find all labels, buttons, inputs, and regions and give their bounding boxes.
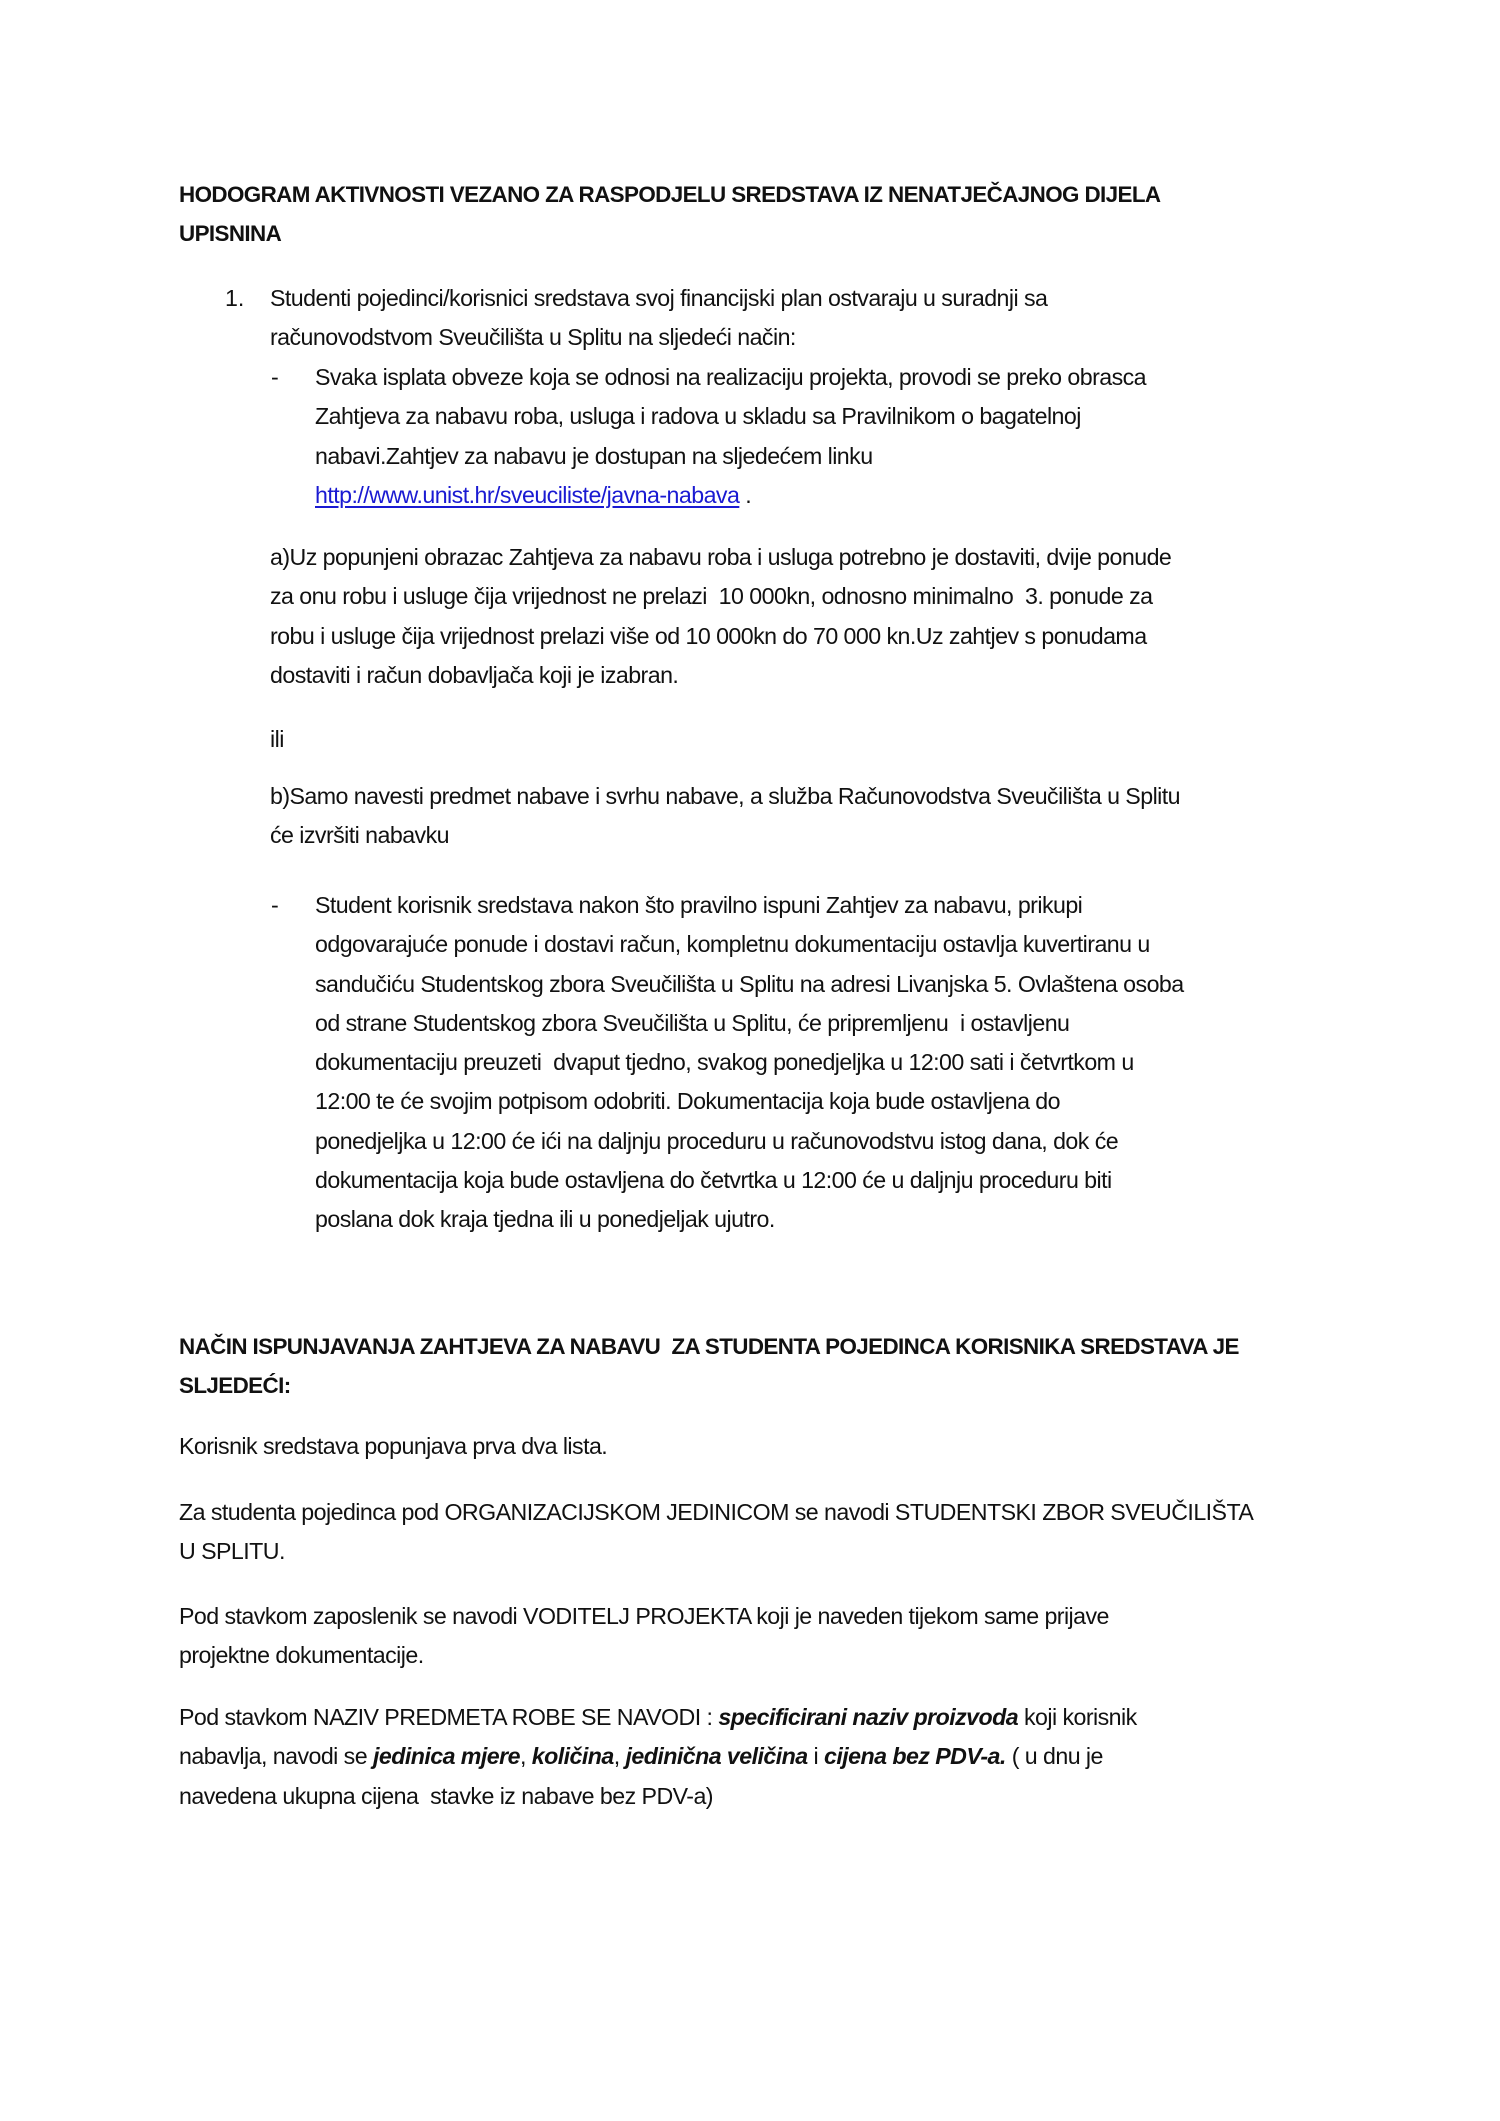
list-item-line: računovodstvom Sveučilišta u Splitu na sljedeći način: bbox=[270, 324, 796, 351]
title-line: HODOGRAM AKTIVNOSTI VEZANO ZA RASPODJELU SREDSTAVA IZ NENATJEČAJNOG DIJELA bbox=[179, 182, 1161, 207]
emphasis-run: količina bbox=[531, 1743, 614, 1770]
or-text: ili bbox=[270, 726, 284, 752]
paragraph-line: Pod stavkom zaposlenik se navodi VODITELJ PROJEKTA koji je naveden tijekom same prijave bbox=[179, 1603, 1109, 1629]
javna-nabava-link[interactable]: http://www.unist.hr/sveuciliste/javna-nabava bbox=[315, 481, 740, 508]
bullet-item-submission bbox=[315, 886, 1184, 1240]
section-heading bbox=[179, 1327, 1239, 1406]
paragraph-line: za onu robu i usluge čija vrijednost ne prelazi 10 000kn, odnosno minimalno 3. ponude za bbox=[270, 583, 1153, 610]
paragraph-line bbox=[179, 1737, 1137, 1776]
bullet-line: dokumentacija koja bude ostavljena do četvrtka u 12:00 će u daljnju proceduru biti bbox=[315, 1167, 1112, 1194]
paragraph-korisnik bbox=[179, 1427, 607, 1466]
paragraph-line: robu i usluge čija vrijednost prelazi više od 10 000kn do 70 000 kn.Uz zahtjev s ponudama bbox=[270, 622, 1147, 649]
paragraph-organizacija bbox=[179, 1493, 1253, 1572]
bullet-line: nabavi.Zahtjev za nabavu je dostupan na sljedećem linku bbox=[315, 442, 873, 469]
bullet-line: 12:00 te će svojim potpisom odobriti. Dokumentacija koja bude ostavljena do bbox=[315, 1088, 1060, 1115]
or-separator bbox=[270, 720, 284, 759]
emphasis-run: jedinica mjere bbox=[372, 1743, 520, 1770]
paragraph-line: a)Uz popunjeni obrazac Zahtjeva za nabavu roba i usluga potrebno je dostaviti, dvije ponude bbox=[270, 544, 1172, 570]
paragraph-line bbox=[179, 1698, 1137, 1737]
option-b-paragraph bbox=[270, 777, 1180, 856]
bullet-dash: - bbox=[271, 364, 279, 390]
section-heading-line: NAČIN ISPUNJAVANJA ZAHTJEVA ZA NABAVU ZA STUDENTA POJEDINCA KORISNIKA SREDSTAVA JE bbox=[179, 1334, 1239, 1359]
paragraph-line: će izvršiti nabavku bbox=[270, 822, 449, 849]
paragraph-naziv bbox=[179, 1698, 1137, 1816]
link-line bbox=[315, 476, 1146, 515]
bullet-dash: - bbox=[271, 892, 279, 918]
link-suffix: . bbox=[739, 481, 752, 508]
bullet-line: Student korisnik sredstava nakon što pravilno ispuni Zahtjev za nabavu, prikupi bbox=[315, 892, 1083, 918]
paragraph-line: U SPLITU. bbox=[179, 1538, 285, 1565]
text-run: i bbox=[807, 1743, 824, 1770]
bullet-line: ponedjeljka u 12:00 će ići na daljnju proceduru u računovodstvu istog dana, dok će bbox=[315, 1127, 1119, 1154]
text-run: nabavlja, navodi se bbox=[179, 1743, 373, 1770]
paragraph-line: projektne dokumentacije. bbox=[179, 1642, 424, 1669]
text-run: , bbox=[519, 1743, 532, 1770]
emphasis-run: cijena bez PDV-a. bbox=[824, 1743, 1006, 1770]
bullet-line: Zahtjeva za nabavu roba, usluga i radova u skladu sa Pravilnikom o bagatelnoj bbox=[315, 403, 1081, 430]
section-heading-line: SLJEDEĆI: bbox=[179, 1373, 291, 1399]
paragraph-line: dostaviti i račun dobavljača koji je izabran. bbox=[270, 661, 679, 688]
text-run: ( u dnu je bbox=[1005, 1743, 1103, 1770]
emphasis-run: specificirani naziv proizvoda bbox=[718, 1704, 1019, 1730]
emphasis-run: jedinična veličina bbox=[625, 1743, 808, 1770]
text-run: Pod stavkom NAZIV PREDMETA ROBE SE NAVODI : bbox=[179, 1704, 719, 1730]
title-line: UPISNINA bbox=[179, 221, 282, 247]
bullet-line: sandučiću Studentskog zbora Sveučilišta u Splitu na adresi Livanjska 5. Ovlaštena osoba bbox=[315, 970, 1184, 997]
option-a-paragraph bbox=[270, 538, 1171, 695]
text-run: koji korisnik bbox=[1018, 1704, 1137, 1730]
document-title bbox=[179, 175, 1161, 254]
paragraph-zaposlenik bbox=[179, 1597, 1109, 1676]
list-item-line: Studenti pojedinci/korisnici sredstava svoj financijski plan ostvaraju u suradnji sa bbox=[270, 285, 1048, 311]
list-number: 1. bbox=[225, 285, 245, 311]
bullet-line: Svaka isplata obveze koja se odnosi na realizaciju projekta, provodi se preko obrasca bbox=[315, 364, 1147, 390]
bullet-item-payment bbox=[315, 358, 1146, 515]
paragraph-line: Korisnik sredstava popunjava prva dva lista. bbox=[179, 1433, 608, 1459]
paragraph-line: b)Samo navesti predmet nabave i svrhu nabave, a služba Računovodstva Sveučilišta u Splitu bbox=[270, 783, 1181, 809]
bullet-line: od strane Studentskog zbora Sveučilišta u Splitu, će pripremljenu i ostavljenu bbox=[315, 1009, 1070, 1036]
bullet-line: dokumentaciju preuzeti dvaput tjedno, svakog ponedjeljka u 12:00 sati i četvrtkom u bbox=[315, 1049, 1134, 1076]
bullet-line: odgovarajuće ponude i dostavi račun, kompletnu dokumentaciju ostavlja kuvertiranu u bbox=[315, 931, 1150, 958]
bullet-line: poslana dok kraja tjedna ili u ponedjeljak ujutro. bbox=[315, 1206, 775, 1233]
paragraph-line: navedena ukupna cijena stavke iz nabave bez PDV-a) bbox=[179, 1782, 713, 1809]
list-item-1 bbox=[270, 279, 1047, 358]
text-run: , bbox=[613, 1743, 626, 1770]
paragraph-line: Za studenta pojedinca pod ORGANIZACIJSKOM JEDINICOM se navodi STUDENTSKI ZBOR SVEUČILIŠTA bbox=[179, 1499, 1254, 1525]
